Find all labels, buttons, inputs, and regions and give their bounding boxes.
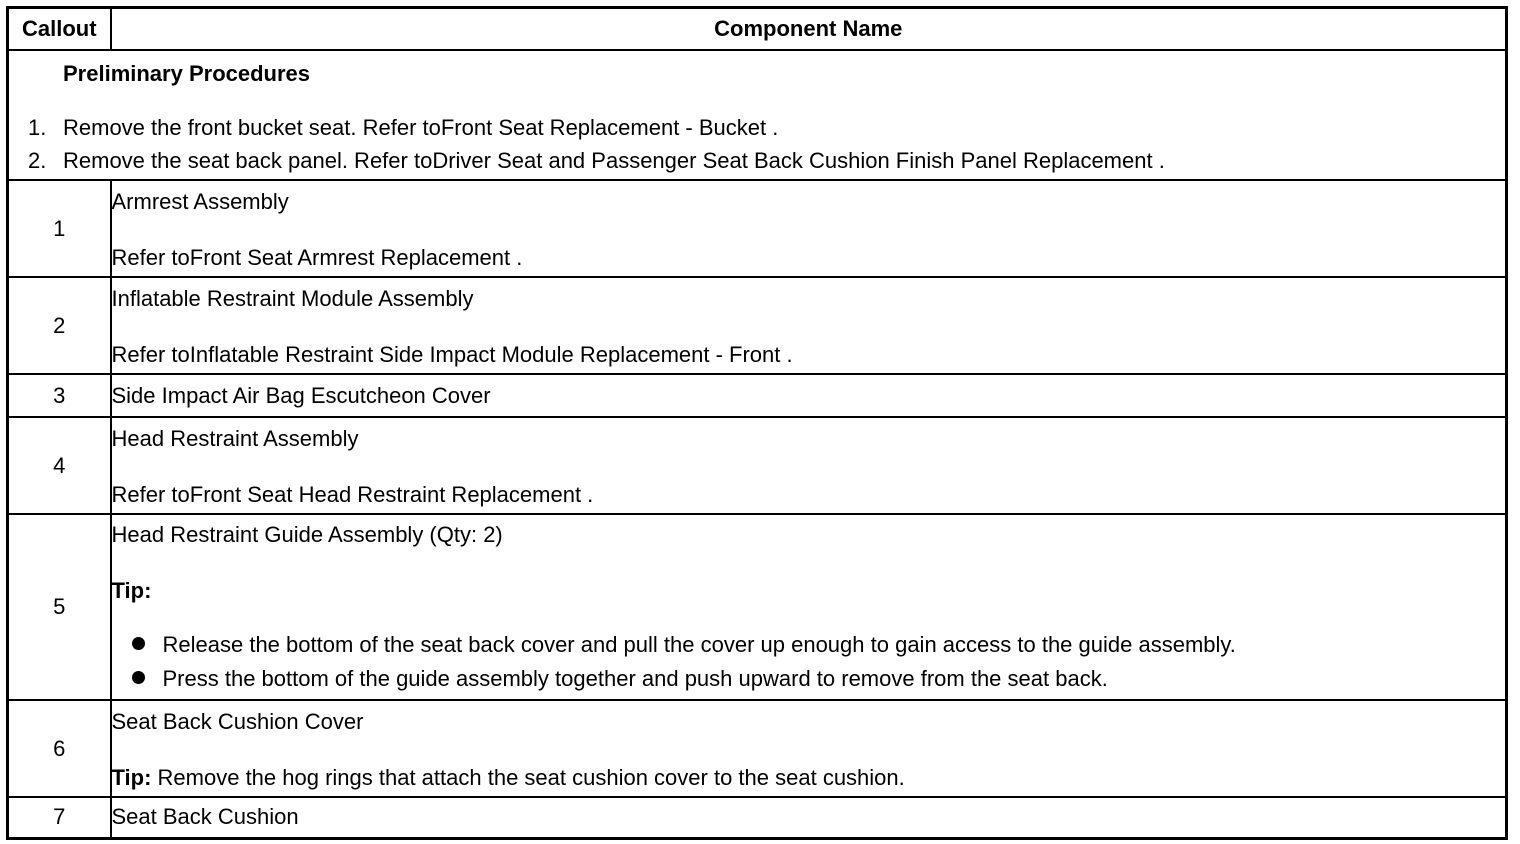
callout-number: 1: [8, 180, 111, 277]
tip-bullet: [132, 666, 1108, 692]
preliminary-procedures-cell: [8, 50, 1507, 180]
component-name-column-header: Component Name: [111, 8, 1507, 51]
procedure-table: [6, 6, 1508, 840]
component-name: Side Impact Air Bag Escutcheon Cover: [111, 374, 1507, 417]
procedure-table-wrapper: [6, 6, 1508, 840]
step-text: Remove the seat back panel. Refer toDriver Seat and Passenger Seat Back Cushion Finish Panel Replacement .: [63, 148, 1165, 173]
component-cell: [111, 417, 1507, 514]
table-header-row: [8, 8, 1507, 51]
preliminary-step: [28, 148, 1165, 174]
component-reference: Refer toFront Seat Armrest Replacement .: [111, 245, 523, 270]
component-name: Armrest Assembly: [111, 189, 289, 214]
component-name: Seat Back Cushion Cover: [111, 709, 364, 734]
preliminary-procedures-row: [8, 50, 1507, 180]
component-cell: [111, 277, 1507, 374]
callout-number: 5: [8, 514, 111, 700]
component-name: Head Restraint Guide Assembly (Qty: 2): [111, 522, 503, 547]
component-cell: [111, 180, 1507, 277]
tip-bullet-text: Release the bottom of the seat back cover and pull the cover up enough to gain access to the guide assembly.: [162, 632, 1236, 657]
callout-number: 2: [8, 277, 111, 374]
table-row: [8, 374, 1507, 417]
table-row: [8, 180, 1507, 277]
component-cell: [111, 514, 1507, 700]
callout-column-header: Callout: [8, 8, 111, 51]
tip-text: Remove the hog rings that attach the seat cushion cover to the seat cushion.: [151, 765, 905, 790]
table-row: [8, 417, 1507, 514]
tip-label: Tip:: [111, 765, 152, 790]
tip-bullet: [132, 632, 1236, 658]
component-name: Seat Back Cushion: [111, 797, 1507, 838]
table-row: [8, 277, 1507, 374]
preliminary-procedures-title: Preliminary Procedures: [63, 61, 311, 86]
tip-line: [112, 765, 905, 791]
component-reference: Refer toFront Seat Head Restraint Replacement .: [111, 482, 594, 507]
step-number: 1.: [28, 115, 47, 140]
step-number: 2.: [28, 148, 47, 173]
tip-bullet-text: Press the bottom of the guide assembly together and push upward to remove from the seat back.: [162, 666, 1108, 691]
tip-label: Tip:: [111, 578, 152, 603]
table-row: [8, 514, 1507, 700]
callout-number: 3: [8, 374, 111, 417]
callout-number: 6: [8, 700, 111, 797]
component-name: Head Restraint Assembly: [111, 426, 359, 451]
bullet-dot-icon: [132, 637, 145, 650]
table-row: [8, 700, 1507, 797]
step-text: Remove the front bucket seat. Refer toFront Seat Replacement - Bucket .: [63, 115, 779, 140]
bullet-dot-icon: [132, 671, 145, 684]
component-name: Inflatable Restraint Module Assembly: [111, 286, 474, 311]
preliminary-step: [28, 115, 778, 141]
component-cell: [111, 700, 1507, 797]
callout-number: 7: [8, 797, 111, 838]
component-reference: Refer toInflatable Restraint Side Impact Module Replacement - Front .: [111, 342, 793, 367]
callout-number: 4: [8, 417, 111, 514]
table-row: [8, 797, 1507, 838]
